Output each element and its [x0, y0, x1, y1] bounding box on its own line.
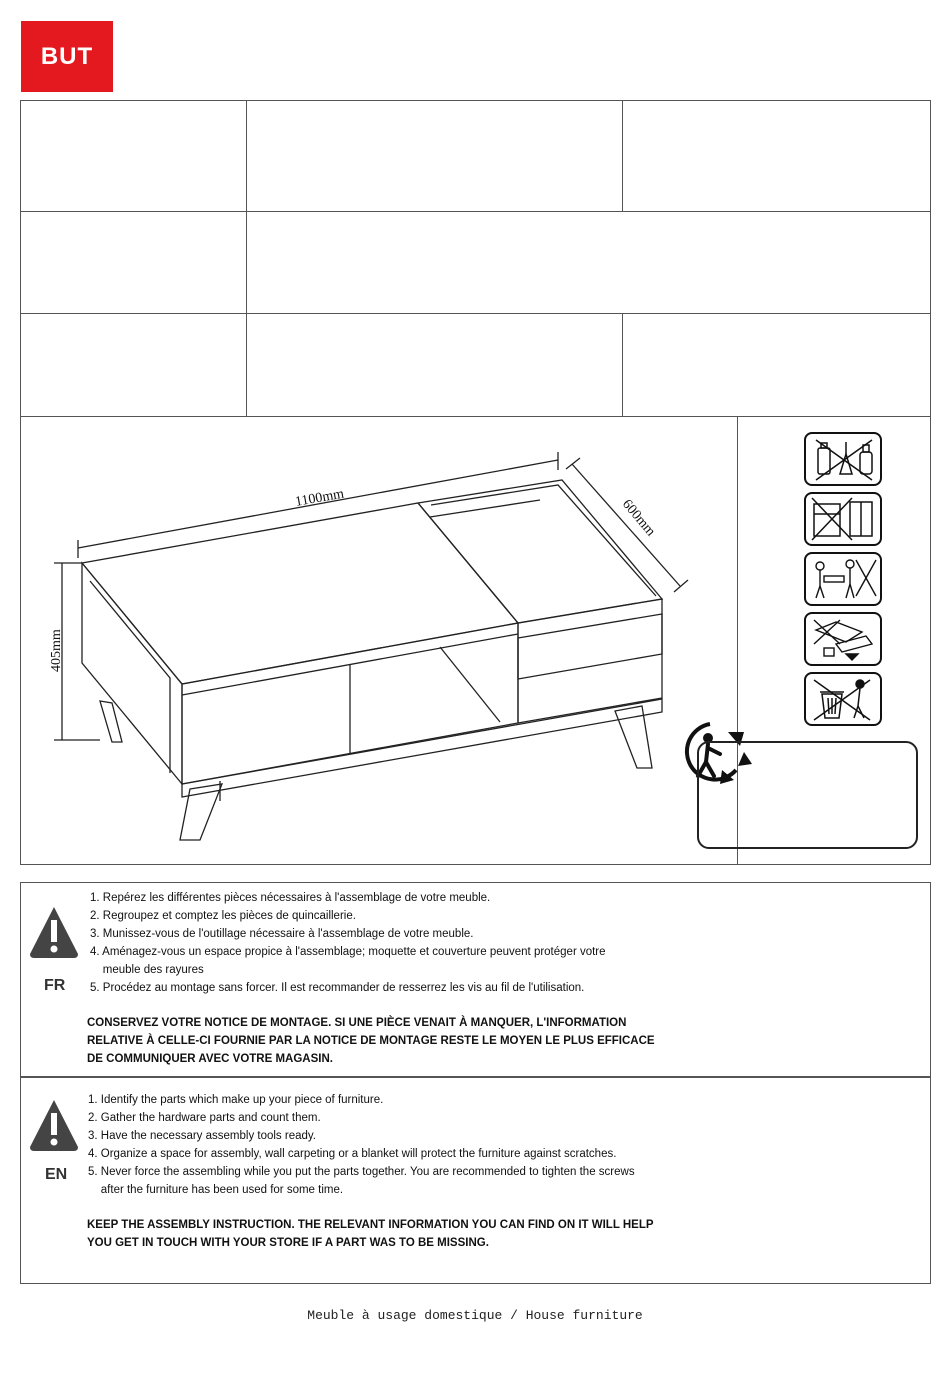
coffee-table-drawing [20, 416, 738, 864]
keep-away-from-children-icon [804, 612, 882, 666]
footer-note: Meuble à usage domestique / House furniture [307, 1308, 643, 1323]
header-row-divider [20, 313, 931, 314]
warning-icon [28, 904, 80, 960]
list-item: 3. Have the necessary assembly tools ready. [88, 1130, 316, 1142]
fr-language-label: FR [44, 977, 66, 994]
en-steps-list [88, 1091, 635, 1199]
header-col-divider [622, 100, 623, 211]
two-person-assembly-icon [804, 552, 882, 606]
list-item: 2. Regroupez et comptez les pièces de quincaillerie. [90, 910, 356, 922]
header-col-divider [246, 100, 247, 417]
dimension-height-label: 405mm [49, 629, 64, 672]
triman-info-box [697, 741, 918, 849]
list-item: 4. Organize a space for assembly, wall carpeting or a blanket will protect the furniture against scratches. [88, 1148, 617, 1160]
no-chemical-cleaners-icon [804, 432, 882, 486]
list-item: 4. Aménagez-vous un espace propice à l'assemblage; moquette et couverture peuvent protéger votre [90, 946, 606, 958]
en-keep-line: KEEP THE ASSEMBLY INSTRUCTION. THE RELEVANT INFORMATION YOU CAN FIND ON IT WILL HELP [87, 1219, 654, 1231]
list-item: 5. Procédez au montage sans forcer. Il est recommander de resserrez les vis au fil de l'utilisation. [90, 982, 585, 994]
header-row-divider [20, 211, 931, 212]
no-trash-disposal-icon [804, 672, 882, 726]
list-item: 3. Munissez-vous de l'outillage nécessaire à l'assemblage de votre meuble. [90, 928, 474, 940]
fr-keep-line: RELATIVE À CELLE-CI FOURNIE PAR LA NOTICE DE MONTAGE RESTE LE MOYEN LE PLUS EFFICACE [87, 1035, 655, 1047]
list-item: 5. Never force the assembling while you put the parts together. You are recommended to tighten the screws [88, 1166, 635, 1178]
fr-keep-line: CONSERVEZ VOTRE NOTICE DE MONTAGE. SI UNE PIÈCE VENAIT À MANQUER, L'INFORMATION [87, 1017, 627, 1029]
dimension-width-label: 1100mm [294, 486, 346, 510]
list-item: 1. Identify the parts which make up your piece of furniture. [88, 1094, 384, 1106]
header-table [20, 100, 931, 417]
fr-keep-line: DE COMMUNIQUER AVEC VOTRE MAGASIN. [87, 1053, 333, 1065]
fr-keep-notice [87, 1014, 655, 1068]
dimension-depth-label: 600mm [618, 496, 658, 540]
en-keep-line: YOU GET IN TOUCH WITH YOUR STORE IF A PART WAS TO BE MISSING. [87, 1237, 489, 1249]
header-col-divider [622, 313, 623, 417]
en-language-label: EN [45, 1166, 68, 1183]
list-item: 2. Gather the hardware parts and count them. [88, 1112, 321, 1124]
warning-icon [28, 1097, 80, 1153]
care-icons [804, 432, 882, 732]
list-item: 1. Repérez les différentes pièces nécessaires à l'assemblage de votre meuble. [90, 892, 491, 904]
but-logo [21, 21, 113, 92]
no-humidity-icon [804, 492, 882, 546]
en-keep-notice [87, 1216, 654, 1252]
list-item: after the furniture has been used for some time. [88, 1184, 344, 1196]
fr-steps-list [90, 889, 606, 997]
list-item: meuble des rayures [90, 964, 204, 976]
logo-text: BUT [40, 42, 94, 70]
